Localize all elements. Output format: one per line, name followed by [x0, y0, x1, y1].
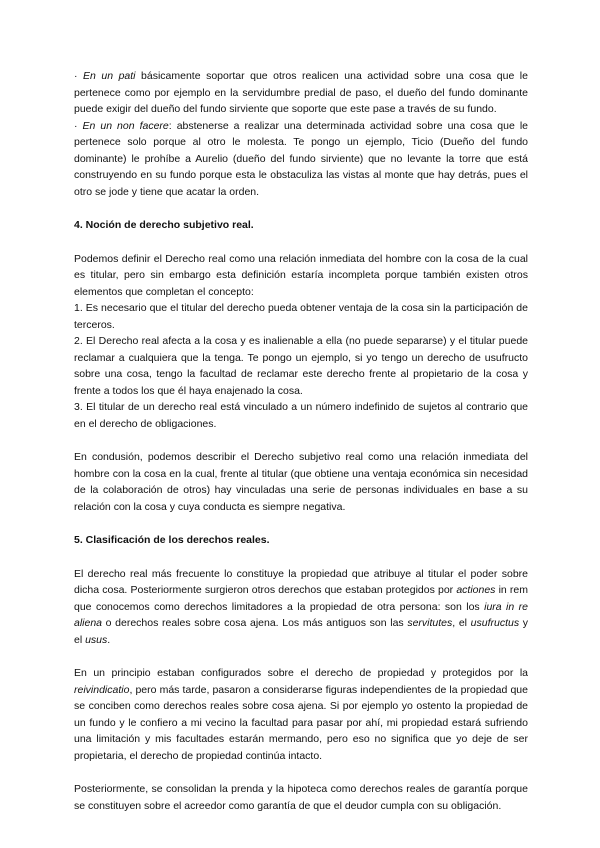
paragraph-text: y el [74, 617, 528, 646]
paragraph-text: : abstenerse a realizar una determinada actividad sobre una cosa que le pertenece solo porque al otro le molesta. Te pongo un ejemplo, Ticio (Dueño del fundo dominante) le prohíbe a Aurelio (dueño del fundo sirviente) que no levante la torre que está construyendo en su fundo porque esta le obstaculiza las vistas al monte que hay detrás, pues el otro se jode y tiene que acatar la orden. [74, 119, 528, 198]
paragraph-garantia: Posteriormente, se consolidan la prenda y la hipoteca como derechos reales de garantía porque se constituyen sobre el acreedor como garantía de que el deudor cumpla con su obligación. [74, 783, 528, 812]
paragraph-text: , el [452, 617, 471, 629]
italic-term: iura in re aliena [74, 600, 528, 629]
italic-term: En un non facere [82, 119, 169, 132]
list-item-2: 2. El Derecho real afecta a la cosa y es inalienable a ella (no puede separarse) y el titular puede reclamar a cualquiera que la tenga. Te pongo un ejemplo, si yo tengo un derecho de usufructo sobre una cosa, tengo la facultad de reclamar este derecho frente al propietario de la cosa y frente a todos los que él haya enajenado la cosa. [74, 335, 528, 397]
italic-term: En un pati [83, 70, 136, 82]
paragraph-text: , pero más tarde, pasaron a considerarse figuras independientes de la propiedad que se conciben como derechos reales sobre cosa ajena. Si por ejemplo yo ostento la propiedad de un fundo y le confiero a mi vecino la facultad para pasar por ahí, mi propiedad estará sufriendo una limitación y mis facultades estarán mermando, pero eso no significa que yo deje de ser propietaria, el derecho de propiedad continúa intacto. [74, 683, 528, 762]
paragraph-text: básicamente soportar que otros realicen una actividad sobre una cosa que le pertenece como por ejemplo en la servidumbre predial de paso, el dueño del fundo dominante puede exigir del dueño del fundo sirviente que soporte que este pase a través de su fundo. [74, 70, 528, 115]
italic-term: reivindicatio [74, 683, 130, 696]
paragraph-definition: Podemos definir el Derecho real como una relación inmediata del hombre con la cosa de la cual es titular, pero sin embargo esta definición estaría incompleta porque también existen otros elementos que completan el concepto: [74, 252, 528, 298]
paragraph-en-un-non-facere [74, 118, 528, 201]
bullet: · [74, 119, 83, 132]
list-item-3: 3. El titular de un derecho real está vinculado a un número indefinido de sujetos al contrario que en el derecho de obligaciones. [74, 401, 528, 430]
italic-term: usus [85, 633, 108, 646]
paragraph-text: in rem que conocemos como derechos limitadores a la propiedad de otra persona: son los [74, 584, 528, 613]
italic-term: actiones [456, 584, 496, 596]
italic-term: usufructus [470, 617, 520, 629]
document-page [74, 68, 528, 814]
bullet: · [74, 70, 84, 82]
paragraph-reivindicatio [74, 665, 528, 764]
paragraph-text: . [107, 633, 111, 646]
paragraph-text: El derecho real más frecuente lo constituye la propiedad que atribuye al titular el poder sobre dicha cosa. Posteriormente surgieron otros derechos que estaban protegidos por [74, 567, 528, 596]
paragraph-conclusion: En condusión, podemos describir el Derecho subjetivo real como una relación inmediata del hombre con la cosa en la cual, frente al titular (que obtiene una ventaja económica sin necesidad de la colaboración de otros) hay vinculadas una serie de personas individuales en base a su relación con la cosa y cuya conducta es siempre negativa. [74, 451, 528, 513]
section-heading-5: 5. Clasificación de los derechos reales. [74, 534, 270, 546]
section-heading-4: 4. Noción de derecho subjetivo real. [74, 219, 254, 231]
paragraph-text: En un principio estaban configurados sobre el derecho de propiedad y protegidos por la [74, 667, 528, 679]
paragraph-classification [74, 566, 528, 649]
list-item-1: 1. Es necesario que el titular del derecho pueda obtener ventaja de la cosa sin la participación de terceros. [74, 302, 528, 331]
paragraph-en-un-pati [74, 68, 528, 118]
paragraph-text: o derechos reales sobre cosa ajena. Los más antiguos son las [102, 617, 408, 629]
italic-term: servitutes [407, 617, 453, 629]
